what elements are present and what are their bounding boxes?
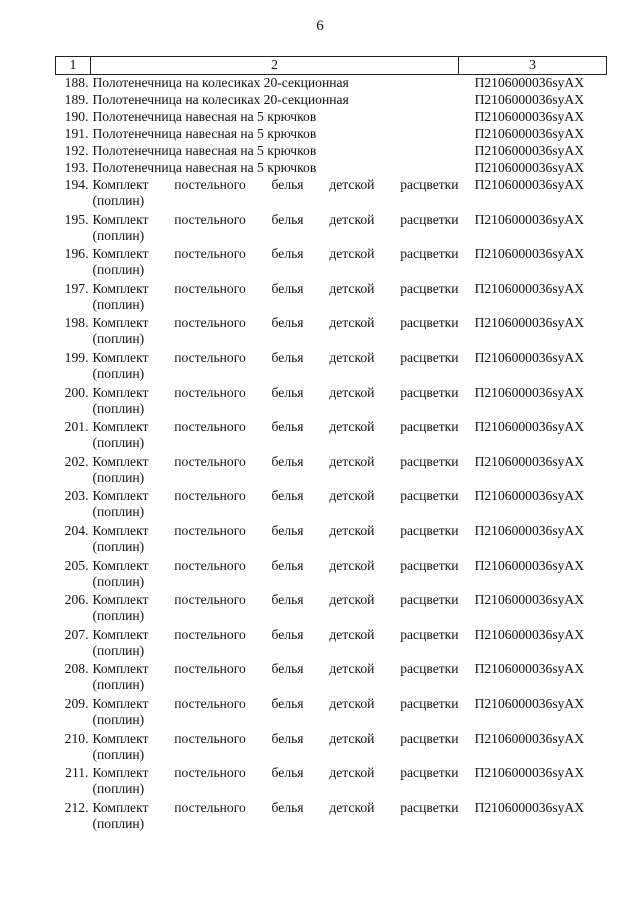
item-name-cell: [90, 523, 458, 558]
item-name: Комплект постельного белья детской расцветки: [92, 765, 459, 781]
row-number: 197.: [64, 280, 89, 296]
item-code: П2106000036syAX: [474, 349, 585, 365]
item-name-continuation: (поплин): [92, 815, 145, 831]
item-name-continuation: (поплин): [92, 781, 145, 797]
item-code: П2106000036syAX: [474, 160, 585, 175]
item-name: Комплект постельного белья детской расцветки: [92, 695, 459, 711]
row-number: 191.: [64, 126, 89, 141]
item-name-continuation: (поплин): [92, 746, 145, 762]
item-name: Полотенечница навесная на 5 крючков: [92, 126, 317, 141]
row-number: 204.: [64, 522, 89, 538]
table-row: [56, 385, 607, 420]
item-code: П2106000036syAX: [474, 453, 585, 469]
table-row: [56, 558, 607, 593]
item-name-cell: [90, 350, 458, 385]
item-name: Комплект постельного белья детской расцветки: [92, 557, 459, 573]
item-code: П2106000036syAX: [474, 765, 585, 781]
item-name-continuation: (поплин): [92, 331, 145, 347]
item-name-cell: [90, 109, 458, 126]
table-row: [56, 765, 607, 800]
table-row: [56, 109, 607, 126]
table-row: [56, 488, 607, 523]
item-name: Комплект постельного белья детской расцветки: [92, 246, 459, 262]
table-row: [56, 315, 607, 350]
item-code: П2106000036syAX: [474, 626, 585, 642]
item-name: Комплект постельного белья детской расцветки: [92, 592, 459, 608]
row-number: 189.: [64, 92, 89, 107]
row-number: 205.: [64, 557, 89, 573]
item-name-cell: [90, 212, 458, 247]
row-number: 198.: [64, 315, 89, 331]
row-number: 207.: [64, 626, 89, 642]
table-row: [56, 75, 607, 93]
table-row: [56, 143, 607, 160]
item-name-cell: [90, 92, 458, 109]
table-row: [56, 523, 607, 558]
row-number: 210.: [64, 730, 89, 746]
item-name-cell: [90, 143, 458, 160]
item-code: П2106000036syAX: [474, 92, 585, 107]
table-row: [56, 696, 607, 731]
item-name: Комплект постельного белья детской расцветки: [92, 384, 459, 400]
row-number: 190.: [64, 109, 89, 124]
row-number: 200.: [64, 384, 89, 400]
item-code: П2106000036syAX: [474, 280, 585, 296]
item-name-cell: [90, 385, 458, 420]
item-name-continuation: (поплин): [92, 193, 145, 208]
item-name-cell: [90, 661, 458, 696]
item-code: П2106000036syAX: [474, 177, 585, 192]
table-row: [56, 126, 607, 143]
item-name: Полотенечница на колесиках 20-секционная: [92, 75, 349, 90]
item-name: Полотенечница навесная на 5 крючков: [92, 143, 317, 158]
row-number: 192.: [64, 143, 89, 158]
item-name-continuation: (поплин): [92, 642, 145, 658]
table-row: [56, 281, 607, 316]
item-name-cell: [90, 281, 458, 316]
item-name: Комплект постельного белья детской расцветки: [92, 315, 459, 331]
item-code: П2106000036syAX: [474, 661, 585, 677]
table-row: [56, 731, 607, 766]
item-name-cell: [90, 75, 458, 93]
item-code: П2106000036syAX: [474, 143, 585, 158]
row-number: 209.: [64, 695, 89, 711]
table-row: [56, 592, 607, 627]
item-name: Комплект постельного белья детской расцветки: [92, 419, 459, 435]
item-name: Комплект постельного белья детской расцветки: [92, 211, 459, 227]
item-name: Комплект постельного белья детской расцветки: [92, 730, 459, 746]
item-name-continuation: (поплин): [92, 538, 145, 554]
item-code: П2106000036syAX: [474, 126, 585, 141]
item-name-cell: [90, 246, 458, 281]
item-code: П2106000036syAX: [474, 730, 585, 746]
item-name-continuation: (поплин): [92, 227, 145, 243]
table-row: [56, 350, 607, 385]
item-code: П2106000036syAX: [474, 246, 585, 262]
item-name: Комплект постельного белья детской расцветки: [92, 349, 459, 365]
row-number: 201.: [64, 419, 89, 435]
table-row: [56, 160, 607, 177]
row-number: 194.: [64, 177, 89, 192]
row-number: 212.: [64, 799, 89, 815]
item-name-cell: [90, 419, 458, 454]
item-name-cell: [90, 454, 458, 489]
row-number: 211.: [65, 765, 89, 781]
item-code: П2106000036syAX: [474, 109, 585, 124]
page-number: 6: [316, 18, 324, 34]
item-code: П2106000036syAX: [474, 695, 585, 711]
item-code: П2106000036syAX: [474, 211, 585, 227]
item-name: Комплект постельного белья детской расцветки: [92, 522, 459, 538]
item-name: Полотенечница на колесиках 20-секционная: [92, 92, 349, 107]
item-name-continuation: (поплин): [92, 365, 145, 381]
item-name-continuation: (поплин): [92, 296, 145, 312]
item-name-continuation: (поплин): [92, 400, 145, 416]
item-name: Полотенечница навесная на 5 крючков: [92, 160, 317, 175]
table-row: [56, 246, 607, 281]
item-name-continuation: (поплин): [92, 573, 145, 589]
table-row: [56, 627, 607, 662]
item-name-continuation: (поплин): [92, 435, 145, 451]
item-code: П2106000036syAX: [474, 75, 585, 90]
row-number: 199.: [64, 349, 89, 365]
item-name: Комплект постельного белья детской расцветки: [92, 488, 459, 504]
item-name: Комплект постельного белья детской расцветки: [92, 177, 459, 192]
item-name-cell: [90, 592, 458, 627]
item-code: П2106000036syAX: [474, 522, 585, 538]
table-row: [56, 212, 607, 247]
item-name-continuation: (поплин): [92, 677, 145, 693]
item-name: Комплект постельного белья детской расцветки: [92, 661, 459, 677]
item-code: П2106000036syAX: [474, 488, 585, 504]
item-code: П2106000036syAX: [474, 419, 585, 435]
item-name-cell: [90, 627, 458, 662]
item-name-continuation: (поплин): [92, 504, 145, 520]
item-name-cell: [90, 731, 458, 766]
item-name-continuation: (поплин): [92, 469, 145, 485]
table-header: [56, 57, 607, 75]
header-col-3: 3: [459, 57, 607, 75]
item-name-cell: [90, 488, 458, 523]
row-number: 202.: [64, 453, 89, 469]
item-code: П2106000036syAX: [474, 592, 585, 608]
item-name-continuation: (поплин): [92, 608, 145, 624]
table-row: [56, 661, 607, 696]
item-code: П2106000036syAX: [474, 799, 585, 815]
header-col-1: 1: [56, 57, 91, 75]
row-number: 208.: [64, 661, 89, 677]
item-name: Комплект постельного белья детской расцветки: [92, 799, 459, 815]
item-code: П2106000036syAX: [474, 384, 585, 400]
item-name-cell: [90, 558, 458, 593]
header-col-2: 2: [90, 57, 458, 75]
item-code: П2106000036syAX: [474, 315, 585, 331]
header-row: [56, 57, 607, 75]
row-number: 203.: [64, 488, 89, 504]
item-code: П2106000036syAX: [474, 557, 585, 573]
item-name-cell: [90, 126, 458, 143]
row-number: 206.: [64, 592, 89, 608]
item-name-cell: [90, 315, 458, 350]
item-name-continuation: (поплин): [92, 711, 145, 727]
item-name-cell: [90, 177, 458, 212]
item-name-cell: [90, 765, 458, 800]
item-name-cell: [90, 800, 458, 835]
item-name-cell: [90, 696, 458, 731]
row-number: 196.: [64, 246, 89, 262]
item-name: Комплект постельного белья детской расцветки: [92, 626, 459, 642]
table-body: [56, 75, 607, 835]
table-row: [56, 177, 607, 212]
row-number: 195.: [64, 211, 89, 227]
item-name-continuation: (поплин): [92, 262, 145, 278]
table-row: [56, 419, 607, 454]
table-row: [56, 454, 607, 489]
item-name: Комплект постельного белья детской расцветки: [92, 453, 459, 469]
item-name-cell: [90, 160, 458, 177]
item-name: Полотенечница навесная на 5 крючков: [92, 109, 317, 124]
table-row: [56, 800, 607, 835]
row-number: 188.: [64, 75, 89, 90]
table-row: [56, 92, 607, 109]
item-name: Комплект постельного белья детской расцветки: [92, 280, 459, 296]
items-table: [55, 56, 607, 834]
row-number: 193.: [64, 160, 89, 175]
